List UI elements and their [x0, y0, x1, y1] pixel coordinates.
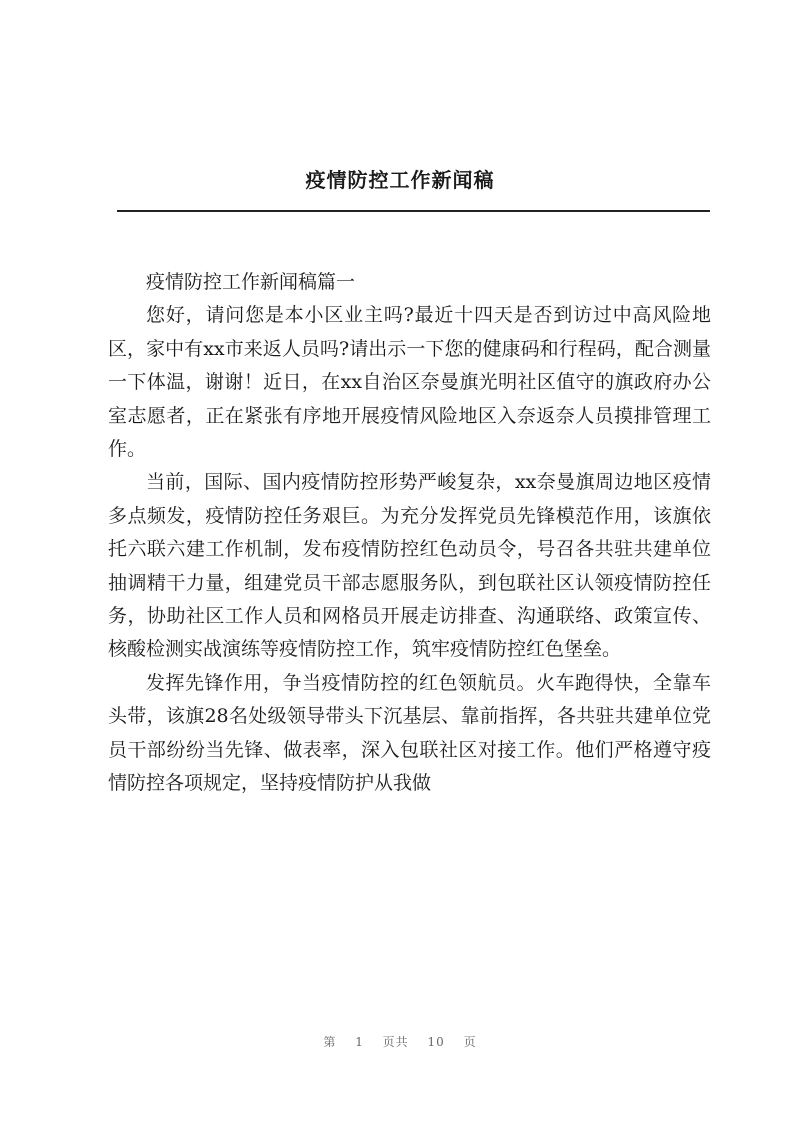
page-footer [0, 1033, 800, 1050]
section-heading: 疫情防控工作新闻稿篇一 [146, 271, 356, 293]
footer-middle: 页共 [382, 1035, 409, 1049]
footer-prefix: 第 [323, 1035, 337, 1049]
paragraph-1: 您好，请问您是本小区业主吗?最近十四天是否到访过中高风险地区，家中有xx市来返人员吗?请出示一下您的健康码和行程码，配合测量一下体温，谢谢！近日，在xx自治区奈曼旗光明社区值守的旗政府办公室志愿者，正在紧张有序地开展疫情风险地区入奈返奈人员摸排管理工作。 [108, 304, 711, 461]
footer-suffix: 页 [463, 1035, 477, 1049]
footer-current-page: 1 [355, 1035, 364, 1049]
footer-total-pages: 10 [427, 1035, 445, 1049]
paragraph-3: 发挥先锋作用，争当疫情防控的红色领航员。火车跑得快，全靠车头带，该旗28名处级领导带头下沉基层、靠前指挥，各共驻共建单位党员干部纷纷当先锋、做表率，深入包联社区对接工作。他们严格遵守疫情防控各项规定，坚持疫情防护从我做 [108, 671, 711, 795]
title-divider [117, 210, 710, 212]
document-body [108, 266, 711, 801]
page-title: 疫情防控工作新闻稿 [305, 168, 495, 192]
paragraph-2: 当前，国际、国内疫情防控形势严峻复杂，xx奈曼旗周边地区疫情多点频发，疫情防控任务艰巨。为充分发挥党员先锋模范作用，该旗依托六联六建工作机制，发布疫情防控红色动员令，号召各共驻共建单位抽调精干力量，组建党员干部志愿服务队，到包联社区认领疫情防控任务，协助社区工作人员和网格员开展走访排查、沟通联络、政策宣传、核酸检测实战演练等疫情防控工作，筑牢疫情防控红色堡垒。 [108, 471, 711, 661]
